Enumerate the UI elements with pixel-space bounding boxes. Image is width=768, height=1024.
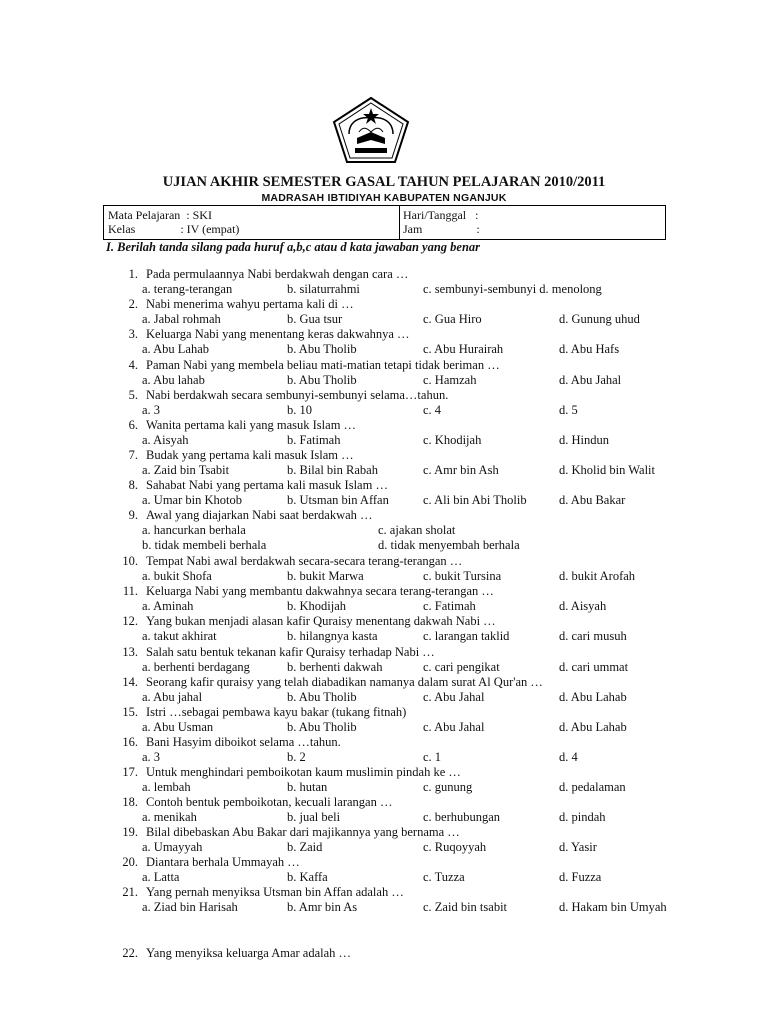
answer-option[interactable]: d. Abu Lahab [559,720,627,734]
answer-option[interactable]: b. bukit Marwa [287,569,364,583]
question-text: Keluarga Nabi yang menentang keras dakwahnya … [146,327,410,341]
school-emblem-logo [331,96,411,166]
question-text: Keluarga Nabi yang membantu dakwahnya secara terang-terangan … [146,584,494,598]
answer-option[interactable]: a. Abu jahal [142,690,203,704]
answer-option[interactable]: a. 3 [142,750,161,764]
question-number: 1. [128,267,138,281]
answer-option[interactable]: a. lembah [142,780,191,794]
answer-option[interactable]: b. 10 [287,403,312,417]
answer-option[interactable]: b. Amr bin As [287,900,358,914]
class-field: Kelas : IV (empat) [108,222,240,236]
answer-option[interactable]: b. berhenti dakwah [287,660,383,674]
answer-option[interactable]: b. Utsman bin Affan [287,493,389,507]
question-text: Budak yang pertama kali masuk Islam … [146,448,354,462]
answer-option[interactable]: d. 5 [559,403,578,417]
question-number: 17. [122,765,138,779]
question-text: Wanita pertama kali yang masuk Islam … [146,418,357,432]
answer-option[interactable]: d. cari ummat [559,660,629,674]
answer-option[interactable]: d. Yasir [559,840,597,854]
question-text: Contoh bentuk pemboikotan, kecuali larangan … [146,795,393,809]
answer-option[interactable]: d. pedalaman [559,780,626,794]
answer-option[interactable]: a. Umayyah [142,840,203,854]
answer-option[interactable]: d. Abu Bakar [559,493,626,507]
question-number: 4. [128,358,138,372]
answer-option[interactable]: a. hancurkan berhala [142,523,246,537]
answer-option[interactable]: a. terang-terangan [142,282,233,296]
answer-option[interactable]: d. Hindun [559,433,609,447]
question-number: 20. [122,855,138,869]
instruction-text: I. Berilah tanda silang pada huruf a,b,c atau d kata jawaban yang benar [106,240,481,254]
question-number: 16. [122,735,138,749]
answer-option[interactable]: d. Abu Hafs [559,342,620,356]
answer-option[interactable]: c. bukit Tursina [423,569,502,583]
answer-option[interactable]: a. 3 [142,403,161,417]
answer-option[interactable]: d. Abu Jahal [559,373,622,387]
exam-info-box [103,205,666,240]
answer-option[interactable]: b. Kaffa [287,870,328,884]
answer-option[interactable]: c. Abu Hurairah [423,342,504,356]
question-text: Untuk menghindari pemboikotan kaum muslimin pindah ke … [146,765,461,779]
answer-option[interactable]: a. Zaid bin Tsabit [142,463,230,477]
question-text: Istri …sebagai pembawa kayu bakar (tukang fitnah) [146,705,407,719]
question-text: Diantara berhala Ummayah … [146,855,300,869]
answer-option[interactable]: d. Abu Lahab [559,690,627,704]
question-number: 15. [122,705,138,719]
answer-option[interactable]: c. larangan taklid [423,629,510,643]
answer-option[interactable]: c. Gua Hiro [423,312,482,326]
answer-option[interactable]: c. ajakan sholat [378,523,456,537]
answer-option[interactable]: d. Fuzza [559,870,602,884]
question-text: Tempat Nabi awal berdakwah secara-secara terang-terangan … [146,554,463,568]
question-text: Bilal dibebaskan Abu Bakar dari majikannya yang bernama … [146,825,460,839]
question-text: Seorang kafir quraisy yang telah diabadikan namanya dalam surat Al Qur'an … [146,675,543,689]
school-name: MADRASAH IBTIDIYAH KABUPATEN NGANJUK [261,192,507,204]
question-text: Yang menyiksa keluarga Amar adalah … [146,946,352,960]
subject-field: Mata Pelajaran : SKI [108,208,212,222]
answer-option[interactable]: b. Khodijah [287,599,347,613]
question-text: Yang bukan menjadi alasan kafir Quraisy menentang dakwah Nabi … [146,614,496,628]
answer-option[interactable]: a. berhenti berdagang [142,660,250,674]
question-number: 8. [128,478,138,492]
answer-option[interactable]: d. bukit Arofah [559,569,636,583]
question-number: 10. [122,554,138,568]
answer-option[interactable]: b. tidak membeli berhala [142,538,267,552]
answer-option[interactable]: c. Tuzza [423,870,465,884]
answer-option[interactable]: a. bukit Shofa [142,569,212,583]
question-number: 5. [128,388,138,402]
question-number: 9. [128,508,138,522]
answer-option[interactable]: c. gunung [423,780,473,794]
answer-option[interactable]: d. Kholid bin Walit [559,463,655,477]
answer-option[interactable]: c. Ruqoyyah [423,840,487,854]
answer-option[interactable]: c. Ali bin Abi Tholib [423,493,527,507]
answer-option[interactable]: c. Amr bin Ash [423,463,499,477]
answer-option[interactable]: c. Hamzah [423,373,477,387]
answer-option[interactable]: d. pindah [559,810,606,824]
question-text: Nabi berdakwah secara sembunyi-sembunyi selama…tahun. [146,388,449,402]
question-text: Awal yang diajarkan Nabi saat berdakwah … [146,508,373,522]
answer-option[interactable]: a. takut akhirat [142,629,217,643]
answer-option[interactable]: b. Bilal bin Rabah [287,463,378,477]
question-text: Bani Hasyim diboikot selama …tahun. [146,735,341,749]
answer-option[interactable]: d. tidak menyembah berhala [378,538,520,552]
answer-option[interactable]: b. silaturrahmi [287,282,360,296]
answer-option[interactable]: a. menikah [142,810,197,824]
answer-option[interactable]: b. hutan [287,780,328,794]
answer-option[interactable]: c. 1 [423,750,442,764]
answer-option[interactable]: c. Abu Jahal [423,720,485,734]
question-text: Nabi menerima wahyu pertama kali di … [146,297,354,311]
question-number: 11. [122,584,138,598]
answer-option[interactable]: b. Gua tsur [287,312,343,326]
time-field: Jam : [403,222,480,236]
question-text: Yang pernah menyiksa Utsman bin Affan adalah … [146,885,404,899]
question-number: 7. [128,448,138,462]
question-text: Salah satu bentuk tekanan kafir Quraisy terhadap Nabi … [146,645,435,659]
answer-option[interactable]: a. Abu Lahab [142,342,209,356]
answer-option[interactable]: d. cari musuh [559,629,627,643]
answer-option[interactable]: b. 2 [287,750,306,764]
answer-option[interactable]: b. jual beli [287,810,341,824]
answer-option[interactable]: a. Latta [142,870,180,884]
question-text: Sahabat Nabi yang pertama kali masuk Islam … [146,478,388,492]
question-number: 13. [122,645,138,659]
answer-option[interactable]: b. Zaid [287,840,323,854]
answer-option[interactable]: d. Hakam bin Umyah [559,900,667,914]
question-number: 12. [122,614,138,628]
answer-option[interactable]: a. Jabal rohmah [142,312,221,326]
question-number: 6. [128,418,138,432]
answer-option[interactable]: c. Abu Jahal [423,690,485,704]
date-field: Hari/Tanggal : [403,208,479,222]
answer-option[interactable]: b. hilangnya kasta [287,629,378,643]
question-text: Paman Nabi yang membela beliau mati-matian tetapi tidak beriman … [146,358,500,372]
question-text: Pada permulaannya Nabi berdakwah dengan cara … [146,267,409,281]
question-number: 22. [122,946,138,960]
answer-option[interactable]: a. Abu lahab [142,373,205,387]
question-number: 2. [128,297,138,311]
answer-option[interactable]: d. 4 [559,750,578,764]
answer-option[interactable]: a. Aisyah [142,433,189,447]
answer-option[interactable]: a. Umar bin Khotob [142,493,242,507]
question-number: 19. [122,825,138,839]
answer-option[interactable]: b. Abu Tholib [287,720,357,734]
answer-option[interactable]: d. Gunung uhud [559,312,640,326]
answer-option[interactable]: c. Khodijah [423,433,482,447]
answer-option[interactable]: a. Ziad bin Harisah [142,900,238,914]
answer-option[interactable]: b. Abu Tholib [287,373,357,387]
answer-option[interactable]: b. Fatimah [287,433,341,447]
answer-option[interactable]: a. Abu Usman [142,720,214,734]
exam-title: UJIAN AKHIR SEMESTER GASAL TAHUN PELAJARAN 2010/2011 [162,174,606,190]
answer-option[interactable]: b. Abu Tholib [287,690,357,704]
answer-option[interactable]: d. Aisyah [559,599,607,613]
answer-option[interactable]: c. cari pengikat [423,660,500,674]
answer-option[interactable]: c. Zaid bin tsabit [423,900,508,914]
question-number: 18. [122,795,138,809]
answer-option[interactable]: a. Aminah [142,599,194,613]
info-box-divider [399,206,400,239]
answer-option[interactable]: c. 4 [423,403,442,417]
answer-option[interactable]: c. sembunyi-sembunyi d. menolong [423,282,602,296]
answer-option[interactable]: b. Abu Tholib [287,342,357,356]
answer-option[interactable]: c. berhubungan [423,810,501,824]
answer-option[interactable]: c. Fatimah [423,599,476,613]
question-number: 14. [122,675,138,689]
question-number: 21. [122,885,138,899]
question-number: 3. [128,327,138,341]
